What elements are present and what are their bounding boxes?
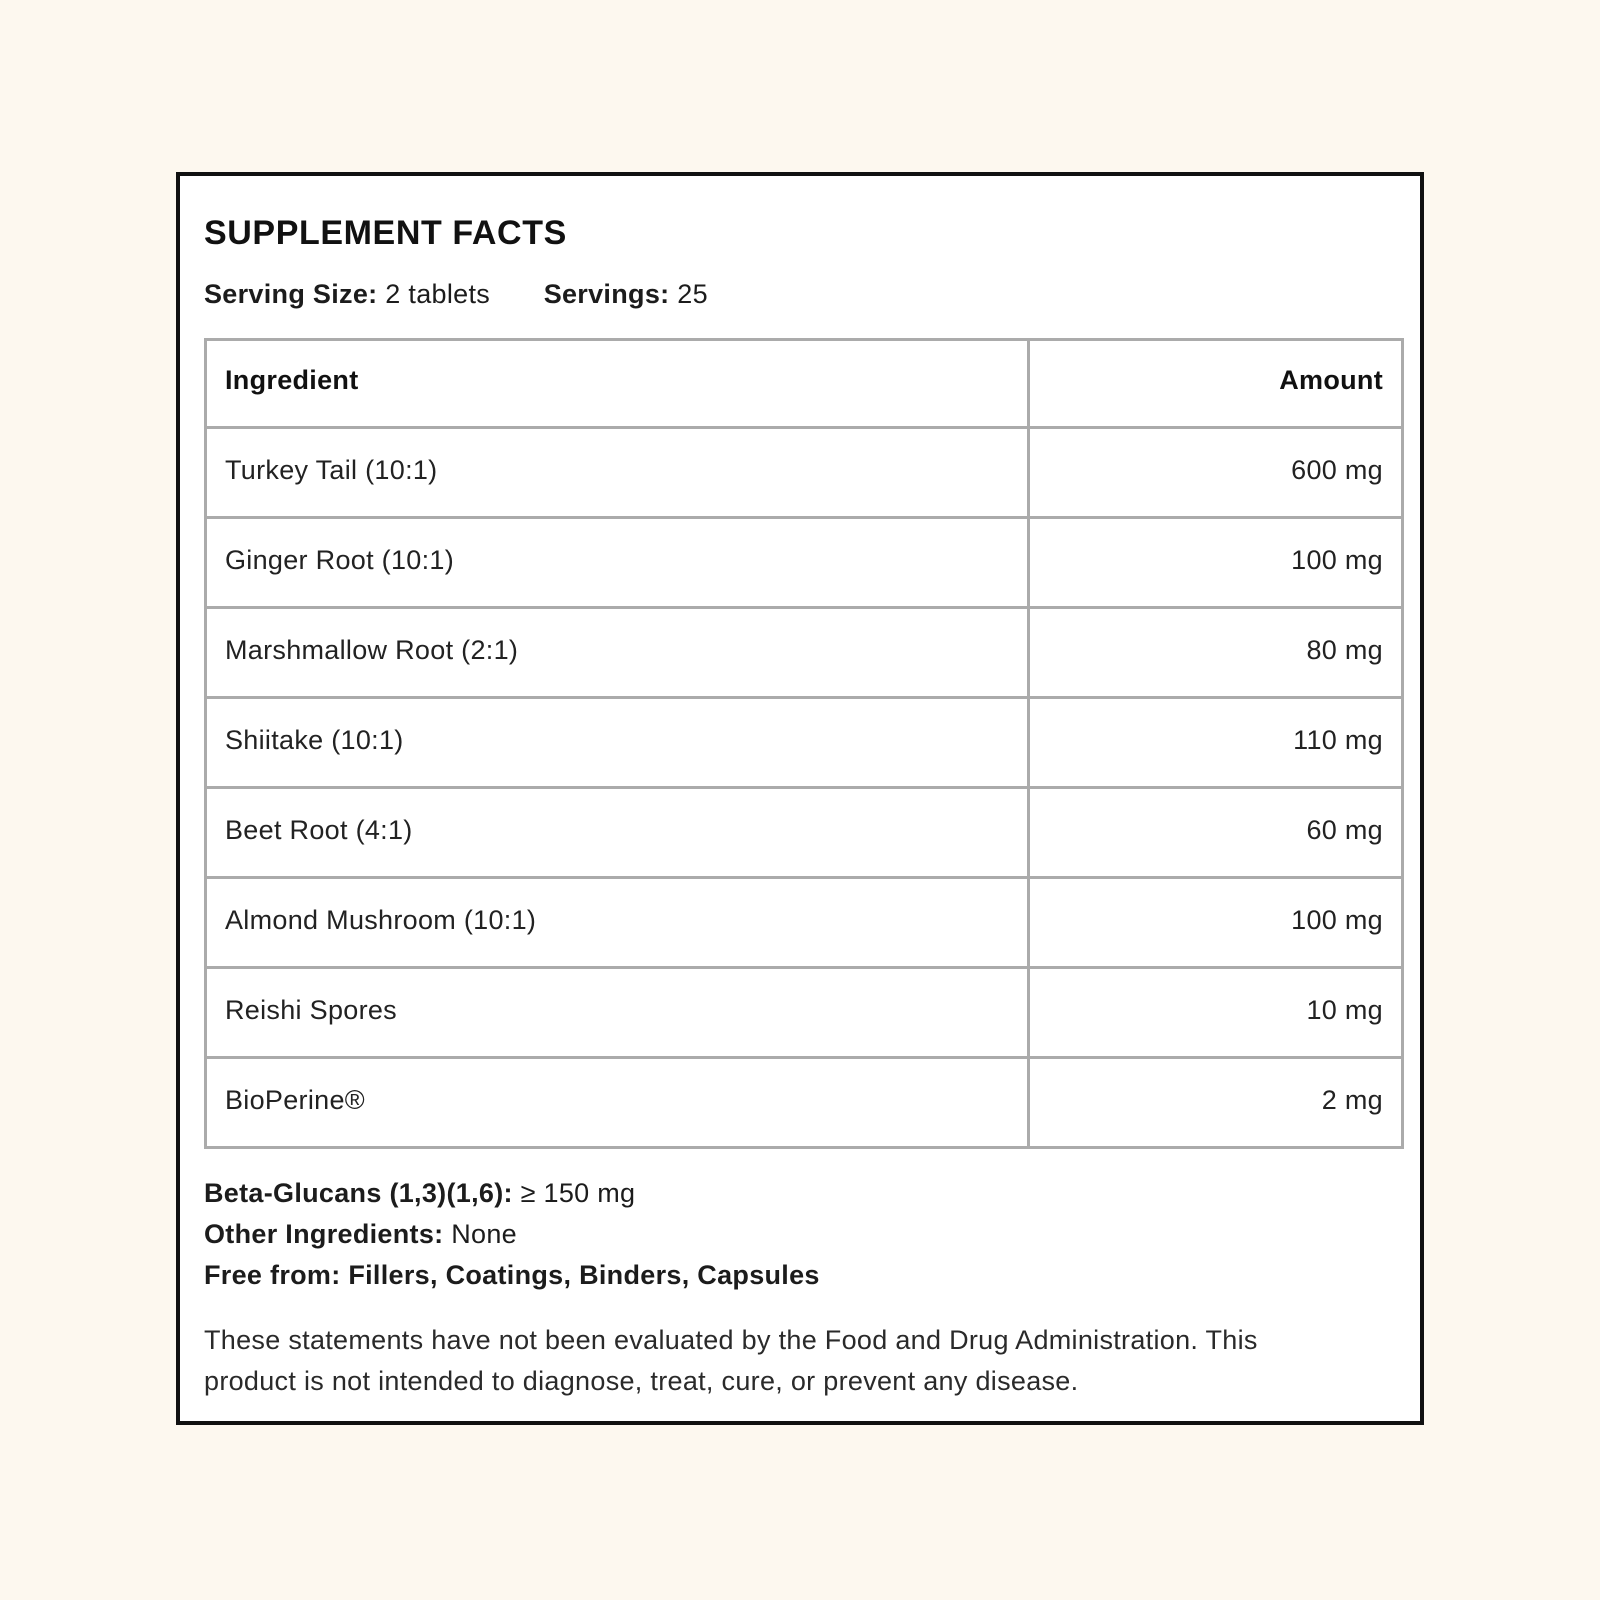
ingredient-amount: 80 mg	[1028, 608, 1402, 698]
table-row	[206, 518, 1403, 608]
table-row	[206, 698, 1403, 788]
ingredient-name: Shiitake (10:1)	[206, 698, 1029, 788]
ingredients-table	[204, 338, 1404, 1149]
other-ingredients-note	[204, 1214, 1396, 1255]
ingredient-name: Almond Mushroom (10:1)	[206, 878, 1029, 968]
notes-section	[204, 1173, 1396, 1296]
table-row	[206, 968, 1403, 1058]
serving-size-value: 2 tablets	[385, 279, 491, 309]
free-from-label: Free from: Fillers, Coatings, Binders, Capsules	[204, 1260, 820, 1290]
serving-size-label: Serving Size:	[204, 279, 378, 309]
fda-disclaimer: These statements have not been evaluated by the Food and Drug Administration. This product is not intended to diagnose, treat, cure, or prevent any disease.	[204, 1325, 1258, 1396]
table-header-row	[206, 340, 1403, 428]
other-ingredients-value: None	[451, 1219, 517, 1249]
table-row	[206, 878, 1403, 968]
ingredient-amount: 600 mg	[1028, 428, 1402, 518]
serving-info	[204, 279, 1396, 310]
column-header-amount: Amount	[1028, 340, 1402, 428]
ingredient-name: Ginger Root (10:1)	[206, 518, 1029, 608]
table-row	[206, 428, 1403, 518]
ingredient-amount: 2 mg	[1028, 1058, 1402, 1148]
free-from-note	[204, 1255, 1396, 1296]
column-header-ingredient: Ingredient	[206, 340, 1029, 428]
servings-label: Servings:	[543, 279, 670, 309]
beta-glucans-note	[204, 1173, 1396, 1214]
ingredient-name: Beet Root (4:1)	[206, 788, 1029, 878]
table-row	[206, 608, 1403, 698]
table-row	[206, 788, 1403, 878]
beta-glucans-label: Beta-Glucans (1,3)(1,6):	[204, 1178, 513, 1208]
ingredient-amount: 100 mg	[1028, 878, 1402, 968]
other-ingredients-label: Other Ingredients:	[204, 1219, 444, 1249]
table-row	[206, 1058, 1403, 1148]
panel-title: SUPPLEMENT FACTS	[204, 214, 567, 252]
ingredient-name: Turkey Tail (10:1)	[206, 428, 1029, 518]
ingredient-amount: 110 mg	[1028, 698, 1402, 788]
supplement-facts-panel	[176, 172, 1424, 1425]
ingredient-amount: 60 mg	[1028, 788, 1402, 878]
servings-value: 25	[677, 279, 708, 309]
ingredient-name: BioPerine®	[206, 1058, 1029, 1148]
beta-glucans-value: ≥ 150 mg	[520, 1178, 636, 1208]
ingredient-amount: 10 mg	[1028, 968, 1402, 1058]
ingredient-name: Marshmallow Root (2:1)	[206, 608, 1029, 698]
ingredient-name: Reishi Spores	[206, 968, 1029, 1058]
ingredient-amount: 100 mg	[1028, 518, 1402, 608]
